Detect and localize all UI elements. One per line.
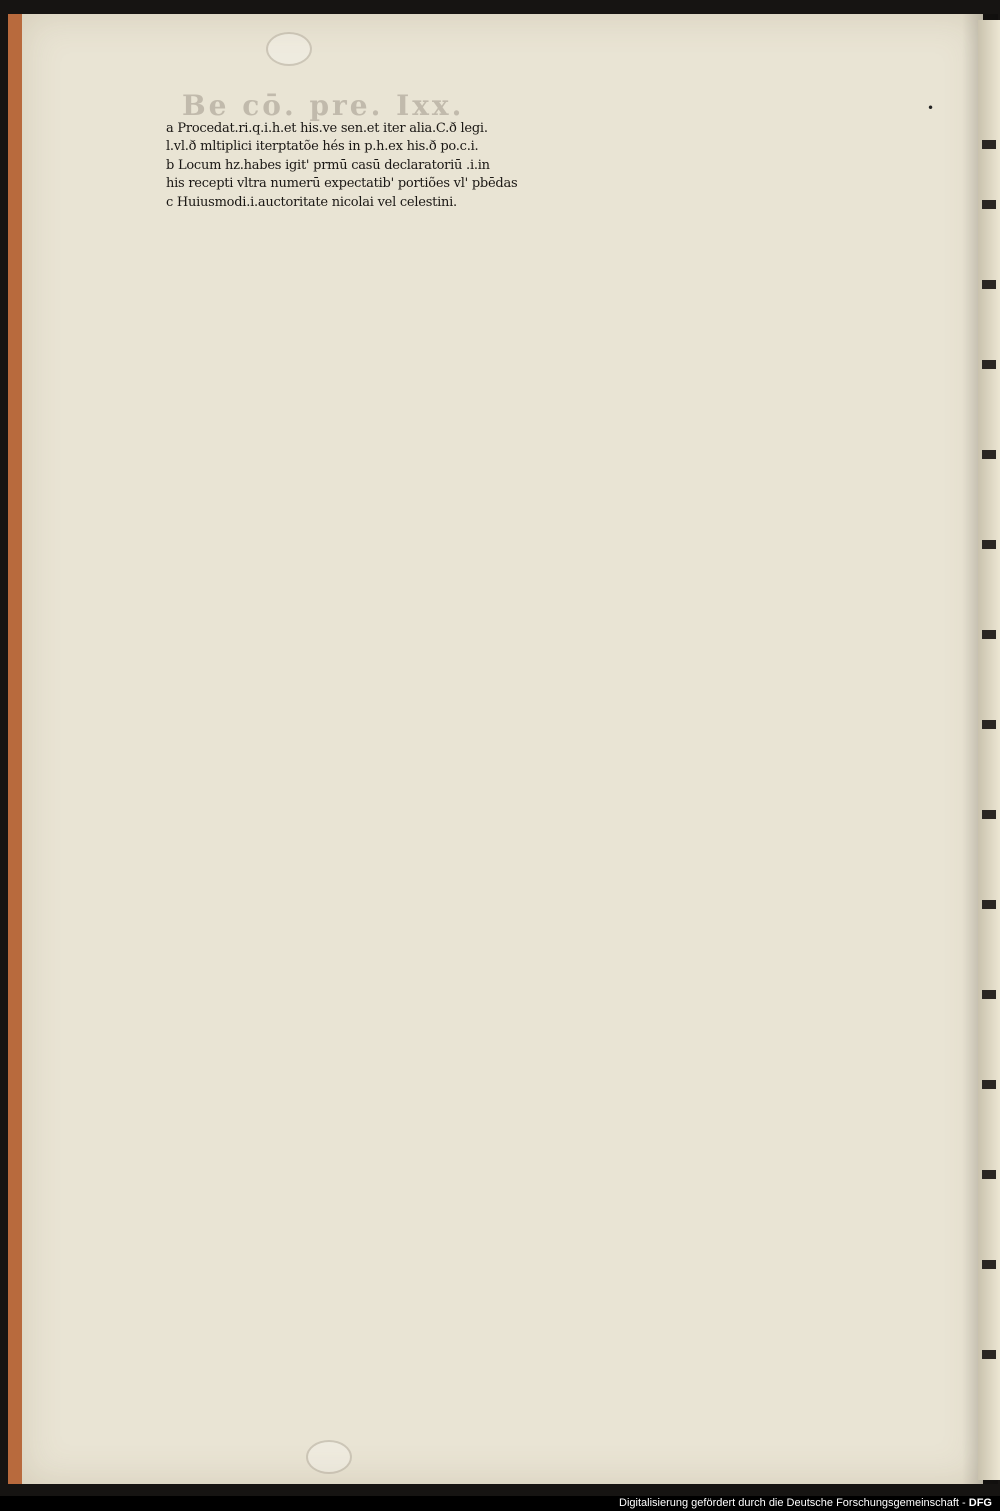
text-line: a Procedat.ri.q.i.h.et his.ve sen.et iter alia.C.ð legi. [166, 121, 488, 136]
main-text-column-left [305, 242, 553, 1122]
digitization-credit-bar [0, 1496, 1000, 1511]
manuscript-page [8, 14, 983, 1484]
right-margin-gloss [818, 209, 948, 989]
top-right-gloss [575, 121, 945, 216]
digitization-credit-text: Digitalisierung gefördert durch die Deutsche Forschungsgemeinschaft - [619, 1497, 966, 1509]
bottom-right-gloss [575, 989, 947, 1324]
text-line: c Huiusmodi.i.auctoritate nicolai vel celestini. [166, 194, 457, 210]
dfg-logo: DFG [968, 1497, 992, 1509]
paper-ring-mark-bottom [306, 1440, 352, 1474]
paper-ring-mark-top [266, 32, 312, 66]
left-margin-gloss [166, 210, 294, 1020]
folio-mark: • [927, 101, 935, 115]
bottom-left-gloss [166, 1020, 548, 1372]
text-line: b Locum hz.habes igit' prmū casū declaratoriū .i.in [166, 157, 490, 173]
running-head: Be cō. pre. Ixx. [182, 89, 465, 122]
top-left-gloss [166, 120, 546, 220]
text-line: his recepti vltra numerū expectatib' portiões vl' pbēdas [166, 176, 518, 192]
next-page-edge [978, 20, 1000, 1480]
text-line: l.vl.ð mltiplici iterptatõe hés in p.h.ex his.ð po.c.i. [166, 139, 479, 155]
